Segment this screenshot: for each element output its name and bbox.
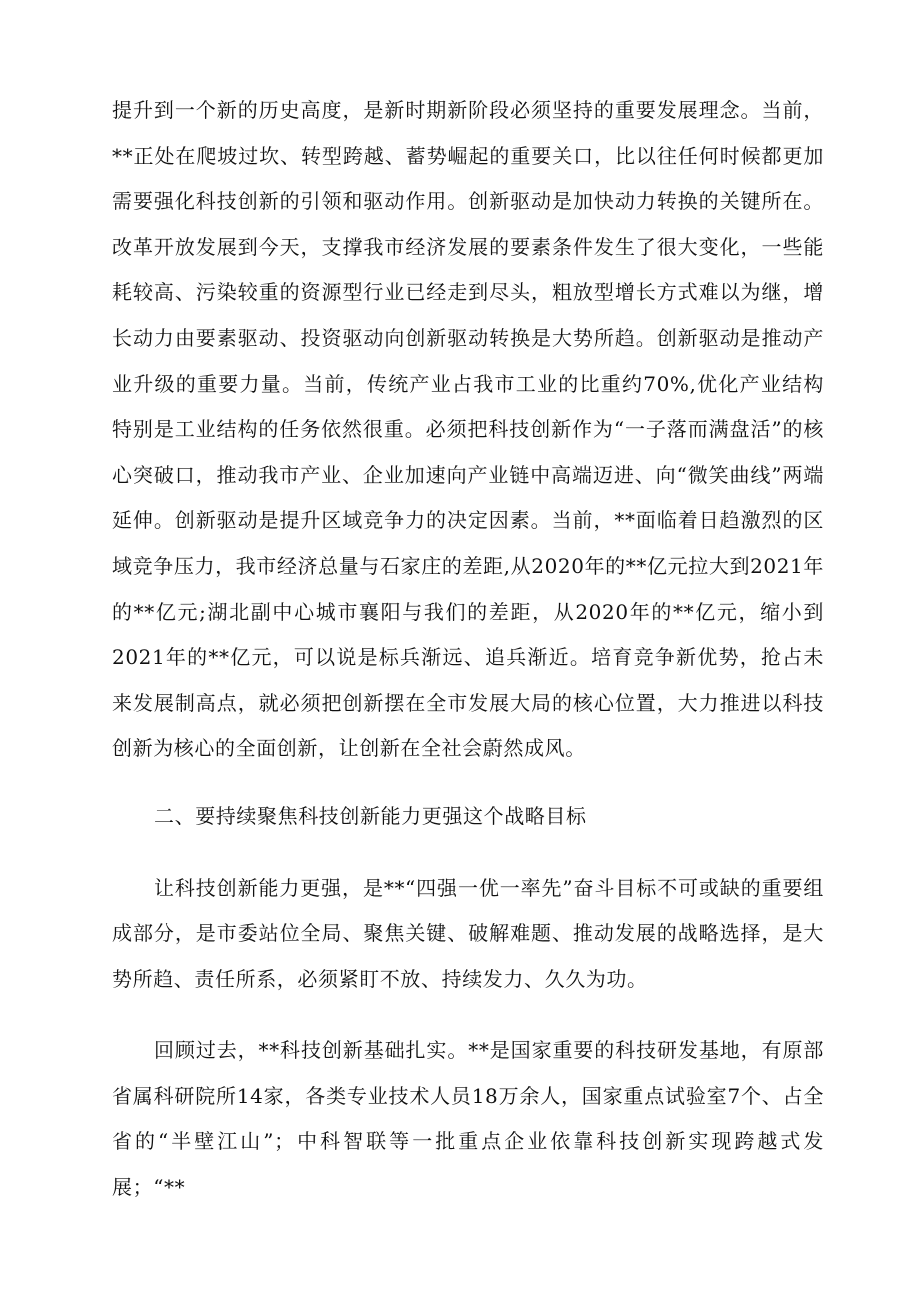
- body-paragraph-innovation-driven: 提升到一个新的历史高度，是新时期新阶段必须坚持的重要发展理念。当前，**正处在爬坡过坎、转型跨越、蓄势崛起的重要关口，比以往任何时候都更加需要强化科技创新的引领和驱动作用。创新驱动是加快动力转换的关键所在。改革开放发展到今天，支撑我市经济发展的要素条件发生了很大变化，一些能耗较高、污染较重的资源型行业已经走到尽头，粗放型增长方式难以为继，增长动力由要素驱动、投资驱动向创新驱动转换是大势所趋。创新驱动是推动产业升级的重要力量。当前，传统产业占我市工业的比重约70%,优化产业结构特别是工业结构的任务依然很重。必须把科技创新作为“一子落而满盘活”的核心突破口，推动我市产业、企业加速向产业链中高端迈进、向“微笑曲线”两端延伸。创新驱动是提升区域竞争力的决定因素。当前，**面临着日趋激烈的区域竞争压力，我市经济总量与石家庄的差距,从2020年的**亿元拉大到2021年的**亿元;湖北副中心城市襄阳与我们的差距，从2020年的**亿元，缩小到2021年的**亿元，可以说是标兵渐远、追兵渐近。培育竞争新优势，抢占未来发展制高点，就必须把创新摆在全市发展大局的核心位置，大力推进以科技创新为核心的全面创新，让创新在全社会蔚然成风。: [112, 98, 824, 761]
- document-page: [112, 88, 824, 1211]
- body-paragraph-strategic-goal: 让科技创新能力更强，是**“四强一优一率先”奋斗目标不可或缺的重要组成部分，是市委站位全局、聚焦关键、破解难题、推动发展的战略选择，是大势所趋、责任所系，必须紧盯不放、持续发力、久久为功。: [112, 875, 824, 991]
- section-heading-2: 二、要持续聚焦科技创新能力更强这个战略目标: [154, 803, 587, 828]
- body-paragraph-review: 回顾过去，**科技创新基础扎实。**是国家重要的科技研发基地，有原部省属科研院所14家，各类专业技术人员18万余人，国家重点试验室7个、占全省的“半壁江山”；中科智联等一批重点企业依靠科技创新实现跨越式发展；“**: [112, 1038, 824, 1200]
